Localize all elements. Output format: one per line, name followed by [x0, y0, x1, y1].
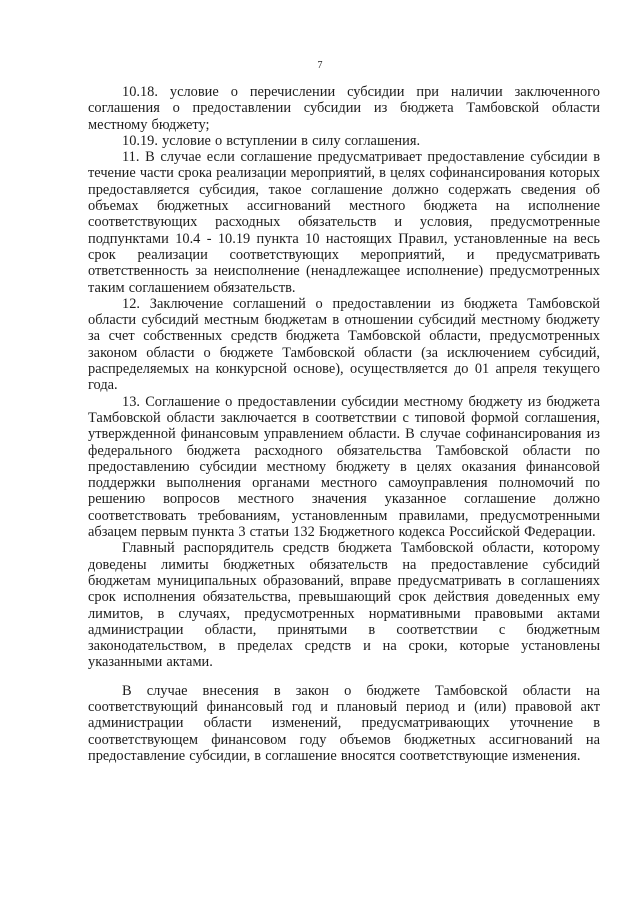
- paragraph-chief-manager: Главный распорядитель средств бюджета Тамбовской области, которому доведены лимиты бюджетных обязательств на предоставление субсидий бюджетам муниципальных образований, вправе предусматривать в соглашениях срок исполнения обязательства, превышающий срок действия доведенных ему лимитов, в случаях, предусмотренных нормативными правовыми актами администрации области, принятыми в соответствии с бюджетным законодательством, в пределах средств и на сроки, которые установлены указанными актами.: [88, 540, 600, 671]
- page-number: 7: [317, 60, 323, 71]
- paragraph-10-19: 10.19. условие о вступлении в силу соглашения.: [122, 132, 421, 149]
- paragraph-12: 12. Заключение соглашений о предоставлении из бюджета Тамбовской области субсидий местным бюджетам в отношении субсидий местному бюджету за счет собственных средств бюджета Тамбовской области, предусмотренных законом области о бюджете Тамбовской области (за исключением субсидий, распределяемых на конкурсной основе), осуществляется до 01 апреля текущего года.: [88, 295, 600, 394]
- document-body: [88, 84, 600, 764]
- paragraph-11: 11. В случае если соглашение предусматривает предоставление субсидии в течение части срока реализации мероприятий, в целях софинансирования которых предоставляется субсидия, такое соглашение должно содержать сведения об объемах бюджетных ассигнований местного бюджета на исполнение соответствующих расходных обязательств и условия, предусмотренные подпунктами 10.4 - 10.19 пункта 10 настоящих Правил, установленные на весь срок реализации соответствующих мероприятий, и предусматривать ответственность за неисполнение (ненадлежащее исполнение) предусмотренных таким соглашением обязательств.: [88, 149, 600, 296]
- paragraph-budget-changes: В случае внесения в закон о бюджете Тамбовской области на соответствующий финансовый год и плановый период и (или) правовой акт администрации области изменений, предусматривающих уточнение в соответствующем финансовом году объемов бюджетных ассигнований на предоставление субсидии, в соглашение вносятся соответствующие изменения.: [88, 682, 600, 764]
- paragraph-13: 13. Соглашение о предоставлении субсидии местному бюджету из бюджета Тамбовской области заключается в соответствии с типовой формой соглашения, утвержденной финансовым управлением области. В случае софинансирования из федерального бюджета расходного обязательства Тамбовской области по предоставлению субсидии местному бюджету в целях оказания финансовой поддержки выполнения органами местного самоуправления полномочий по решению вопросов местного значения указанное соглашение должно соответствовать требованиям, установленным правилами, предусмотренными абзацем первым пункта 3 статьи 132 Бюджетного кодекса Российской Федерации.: [88, 393, 600, 541]
- paragraph-10-18: 10.18. условие о перечислении субсидии при наличии заключенного соглашения о предоставлении субсидии из бюджета Тамбовской области местному бюджету;: [88, 84, 600, 133]
